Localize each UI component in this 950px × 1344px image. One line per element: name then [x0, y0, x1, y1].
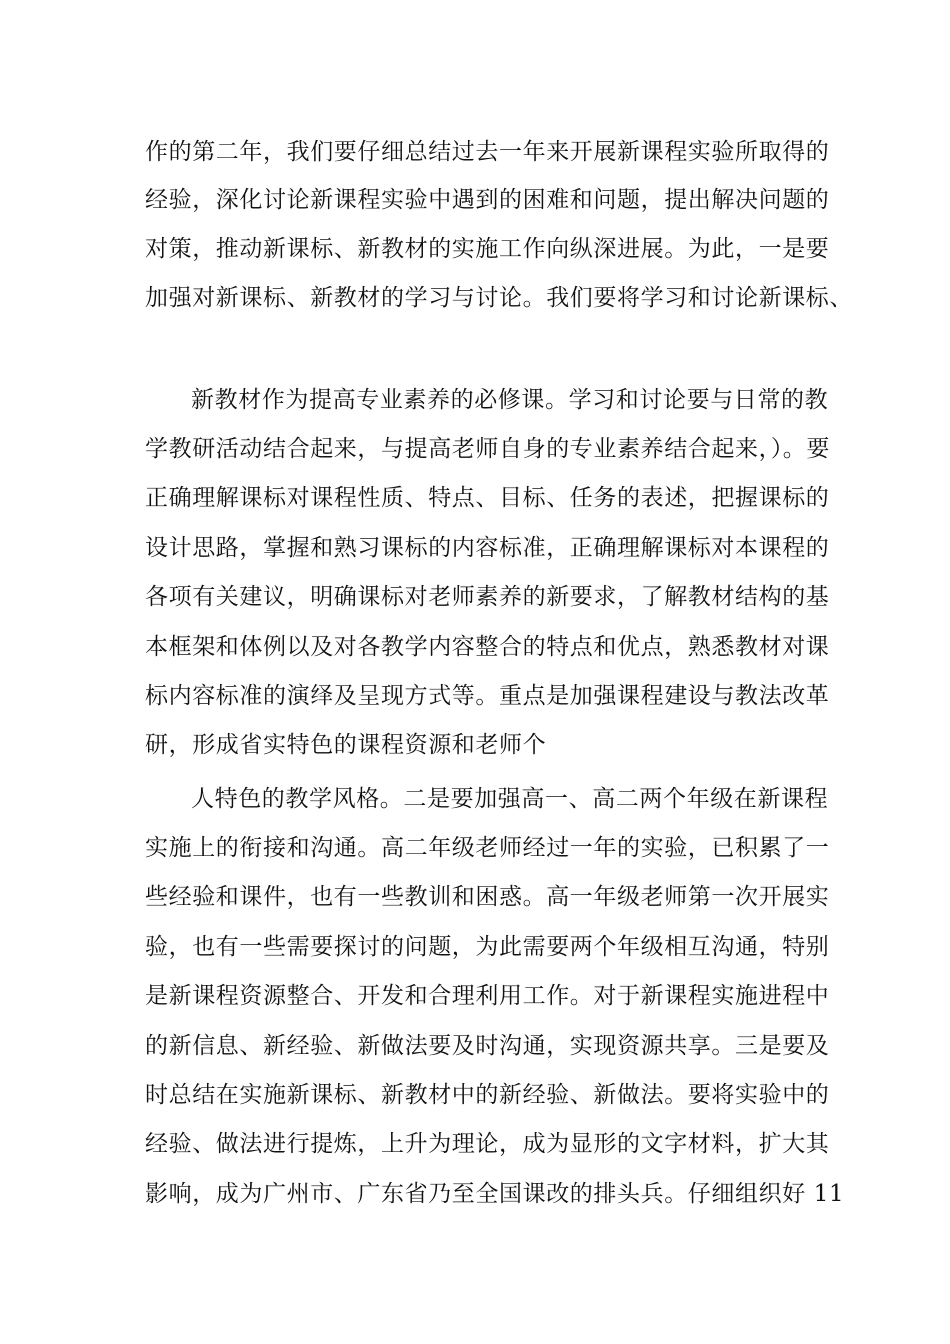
paragraph-1-line: 加强对新课标、新教材的学习与讨论。我们要将学习和讨论新课标、	[145, 285, 853, 311]
paragraph-2-line: 新教材作为提高专业素养的必修课。学习和讨论要与日常的教	[191, 387, 829, 413]
paragraph-3-line: 影响，成为广州市、广东省乃至全国课改的排头兵。仔细组织好 11	[145, 1181, 845, 1207]
paragraph-2-line: 各项有关建议，明确课标对老师素养的新要求，了解教材结构的基	[145, 584, 830, 610]
paragraph-3-line: 人特色的教学风格。二是要加强高一、高二两个年级在新课程	[191, 786, 829, 812]
paragraph-3-line: 的新信息、新经验、新做法要及时沟通，实现资源共享。三是要及	[145, 1033, 830, 1059]
paragraph-2-line: 正确理解课标对课程性质、特点、目标、任务的表述，把握课标的	[145, 485, 830, 511]
paragraph-2-line: 设计思路，掌握和熟习课标的内容标准，正确理解课标对本课程的	[145, 535, 830, 561]
paragraph-1-line: 经验，深化讨论新课程实验中遇到的困难和问题，提出解决问题的	[145, 187, 830, 213]
paragraph-3-line: 些经验和课件，也有一些教训和困惑。高一年级老师第一次开展实	[145, 884, 830, 910]
paragraph-1-line: 对策，推动新课标、新教材的实施工作向纵深进展。为此，一是要	[145, 236, 830, 262]
paragraph-3-line: 验，也有一些需要探讨的问题，为此需要两个年级相互沟通，特别	[145, 934, 830, 960]
paragraph-2-line: 标内容标准的演绎及呈现方式等。重点是加强课程建设与教法改革	[145, 683, 830, 709]
paragraph-3-line: 时总结在实施新课标、新教材中的新经验、新做法。要将实验中的	[145, 1082, 830, 1108]
paragraph-2-line: 本框架和体例以及对各教学内容整合的特点和优点，熟悉教材对课	[145, 634, 830, 660]
paragraph-3-line: 实施上的衔接和沟通。高二年级老师经过一年的实验，已积累了一	[145, 835, 830, 861]
paragraph-3-line: 是新课程资源整合、开发和合理利用工作。对于新课程实施进程中	[145, 983, 830, 1009]
paragraph-3-line: 经验、做法进行提炼，上升为理论，成为显形的文字材料，扩大其	[145, 1131, 830, 1157]
paragraph-2-line: 学教研活动结合起来，与提高老师自身的专业素养结合起来，）。要	[145, 436, 830, 462]
paragraph-2-line: 研，形成省实特色的课程资源和老师个	[145, 732, 547, 758]
paragraph-1-line: 作的第二年，我们要仔细总结过去一年来开展新课程实验所取得的	[145, 139, 830, 165]
